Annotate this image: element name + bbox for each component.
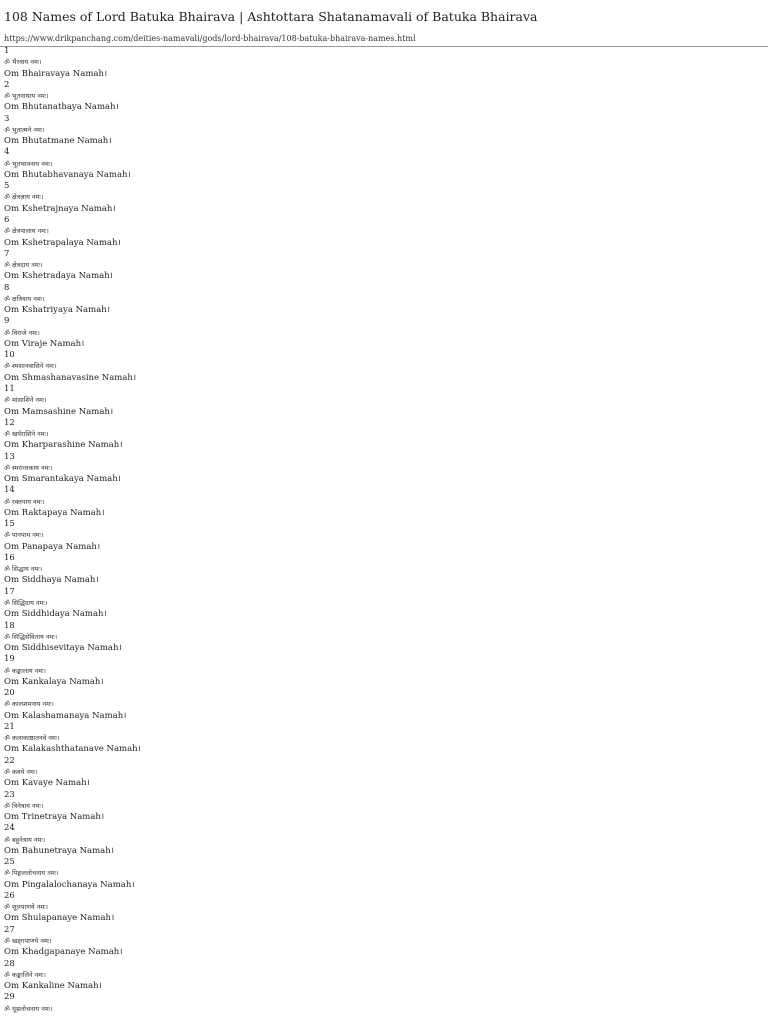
- sanskrit-mantra: ॐ शूलपाणये नमः।: [4, 903, 49, 912]
- name-number: 6: [4, 214, 10, 225]
- transliterated-mantra: Om Viraje Namah।: [4, 338, 85, 349]
- list-item: [4, 485, 764, 519]
- list-item: [4, 857, 764, 891]
- transliterated-mantra: Om Kankalaya Namah।: [4, 676, 104, 687]
- sanskrit-mantra: ॐ मांसाशिने नमः।: [4, 396, 47, 405]
- sanskrit-mantra: ॐ बहुनेत्राय नमः।: [4, 835, 46, 844]
- list-item: [4, 688, 764, 722]
- name-number: 10: [4, 350, 15, 361]
- name-number: 8: [4, 282, 10, 293]
- transliterated-mantra: Om Pingalalochanaya Namah।: [4, 879, 135, 890]
- list-item: [4, 80, 764, 114]
- sanskrit-mantra: ॐ सिद्धिदाय नमः।: [4, 599, 48, 608]
- name-number: 29: [4, 992, 15, 1003]
- transliterated-mantra: Om Mamsashine Namah।: [4, 406, 114, 417]
- list-item: [4, 418, 764, 452]
- transliterated-mantra: Om Bhutabhavanaya Namah।: [4, 169, 131, 180]
- list-item: [4, 891, 764, 925]
- transliterated-mantra: Om Siddhidaya Namah।: [4, 609, 107, 620]
- sanskrit-mantra: ॐ त्रिनेत्राय नमः।: [4, 801, 44, 810]
- list-item: [4, 553, 764, 587]
- transliterated-mantra: Om Shmashanavasine Namah।: [4, 372, 137, 383]
- transliterated-mantra: Om Panapaya Namah।: [4, 541, 101, 552]
- name-number: 18: [4, 620, 15, 631]
- sanskrit-mantra: ॐ खड्गपाणये नमः।: [4, 936, 52, 945]
- sanskrit-mantra: ॐ भूतभावनाय नमः।: [4, 159, 53, 168]
- sanskrit-mantra: ॐ क्षत्रियाय नमः।: [4, 294, 45, 303]
- list-item: [4, 654, 764, 688]
- name-number: 5: [4, 181, 10, 192]
- name-number: 15: [4, 519, 15, 530]
- sanskrit-mantra: ॐ क्षेत्रदाय नमः।: [4, 261, 43, 270]
- transliterated-mantra: Om Smarantakaya Namah।: [4, 474, 121, 485]
- list-item: [4, 316, 764, 350]
- name-number: 22: [4, 755, 15, 766]
- transliterated-mantra: Om Kalashamanaya Namah।: [4, 710, 127, 721]
- name-number: 1: [4, 46, 10, 56]
- sanskrit-mantra: ॐ कवये नमः।: [4, 768, 38, 776]
- sanskrit-mantra: ॐ धूम्रलोचनाय नमः।: [4, 1004, 53, 1013]
- list-item: [4, 452, 764, 486]
- name-number: 21: [4, 721, 15, 732]
- name-number: 25: [4, 857, 15, 868]
- sanskrit-mantra: ॐ भूतात्मने नमः।: [4, 125, 45, 134]
- name-number: 17: [4, 586, 15, 597]
- transliterated-mantra: Om Kavaye Namah।: [4, 778, 90, 789]
- sanskrit-mantra: ॐ श्मशानवासिने नमः।: [4, 362, 57, 371]
- sanskrit-mantra: ॐ पानपाय नमः।: [4, 531, 44, 540]
- name-number: 20: [4, 688, 15, 699]
- sanskrit-mantra: ॐ कलाकाष्ठातनवे नमः।: [4, 734, 60, 743]
- sanskrit-mantra: ॐ क्षेत्रज्ञाय नमः।: [4, 193, 44, 202]
- transliterated-mantra: Om Kankaline Namah।: [4, 981, 102, 992]
- transliterated-mantra: Om Trinetraya Namah।: [4, 812, 105, 823]
- list-item: [4, 350, 764, 384]
- transliterated-mantra: Om Kshetrajnaya Namah।: [4, 203, 116, 214]
- name-number: 13: [4, 451, 15, 462]
- list-item: [4, 384, 764, 418]
- list-item: [4, 722, 764, 756]
- list-item: [4, 114, 764, 148]
- list-item: [4, 790, 764, 824]
- name-number: 12: [4, 417, 15, 428]
- sanskrit-mantra: ॐ खर्पराशिने नमः।: [4, 430, 49, 439]
- sanskrit-mantra: ॐ स्मरान्तकाय नमः।: [4, 463, 53, 472]
- sanskrit-mantra: ॐ सिद्धाय नमः।: [4, 565, 43, 574]
- list-item: [4, 215, 764, 249]
- name-number: 23: [4, 789, 15, 800]
- list-item: [4, 621, 764, 655]
- name-number: 16: [4, 552, 15, 563]
- name-number: 26: [4, 890, 15, 901]
- transliterated-mantra: Om Siddhisevitaya Namah।: [4, 643, 122, 654]
- name-number: 14: [4, 485, 15, 496]
- page-url[interactable]: https://www.drikpanchang.com/deities-namavali/gods/lord-bhairava/108-batuka-bhairava-names.html: [4, 34, 416, 43]
- sanskrit-mantra: ॐ रक्तपाय नमः।: [4, 497, 45, 506]
- names-list: [4, 46, 764, 1024]
- transliterated-mantra: Om Raktapaya Namah।: [4, 507, 105, 518]
- sanskrit-mantra: ॐ क्षेत्रपालाय नमः।: [4, 227, 49, 236]
- sanskrit-mantra: ॐ कङ्कालाय नमः।: [4, 666, 46, 675]
- name-number: 9: [4, 316, 10, 327]
- transliterated-mantra: Om Kharparashine Namah।: [4, 440, 123, 451]
- sanskrit-mantra: ॐ सिद्धिसेविताय नमः।: [4, 632, 58, 641]
- sanskrit-mantra: ॐ भैरवाय नमः।: [4, 58, 42, 67]
- list-item: [4, 587, 764, 621]
- transliterated-mantra: Om Bhutanathaya Namah।: [4, 102, 119, 113]
- name-number: 28: [4, 958, 15, 969]
- list-item: [4, 992, 764, 1024]
- transliterated-mantra: Om Bahunetraya Namah।: [4, 845, 114, 856]
- name-number: 19: [4, 654, 15, 665]
- transliterated-mantra: Om Siddhaya Namah।: [4, 575, 99, 586]
- list-item: [4, 147, 764, 181]
- list-item: [4, 756, 764, 790]
- page-title: 108 Names of Lord Batuka Bhairava | Ashtottara Shatanamavali of Batuka Bhairava: [4, 9, 538, 24]
- list-item: [4, 249, 764, 283]
- sanskrit-mantra: ॐ पिङ्गललोचनाय नमः।: [4, 869, 59, 878]
- list-item: [4, 46, 764, 80]
- transliterated-mantra: Om Kshetrapalaya Namah।: [4, 237, 121, 248]
- transliterated-mantra: Om Bhutatmane Namah।: [4, 136, 112, 147]
- transliterated-mantra: Om Shulapanaye Namah।: [4, 913, 115, 924]
- transliterated-mantra: Om Kshetradaya Namah।: [4, 271, 113, 282]
- transliterated-mantra: Om Kshatriyaya Namah।: [4, 305, 110, 316]
- name-number: 7: [4, 248, 10, 259]
- list-item: [4, 925, 764, 959]
- list-item: [4, 823, 764, 857]
- sanskrit-mantra: ॐ विराजे नमः।: [4, 328, 40, 337]
- name-number: 3: [4, 113, 10, 124]
- name-number: 27: [4, 924, 15, 935]
- sanskrit-mantra: ॐ कालशमनाय नमः।: [4, 700, 54, 709]
- transliterated-mantra: Om Khadgapanaye Namah।: [4, 947, 123, 958]
- name-number: 2: [4, 79, 10, 90]
- list-item: [4, 283, 764, 317]
- list-item: [4, 181, 764, 215]
- name-number: 4: [4, 147, 10, 158]
- transliterated-mantra: Om Bhairavaya Namah।: [4, 68, 108, 79]
- name-number: 11: [4, 383, 15, 394]
- sanskrit-mantra: ॐ कङ्कालिने नमः।: [4, 970, 46, 979]
- name-number: 24: [4, 823, 15, 834]
- list-item: [4, 959, 764, 993]
- list-item: [4, 519, 764, 553]
- sanskrit-mantra: ॐ भूतनाथाय नमः।: [4, 92, 49, 101]
- transliterated-mantra: Om Kalakashthatanave Namah।: [4, 744, 141, 755]
